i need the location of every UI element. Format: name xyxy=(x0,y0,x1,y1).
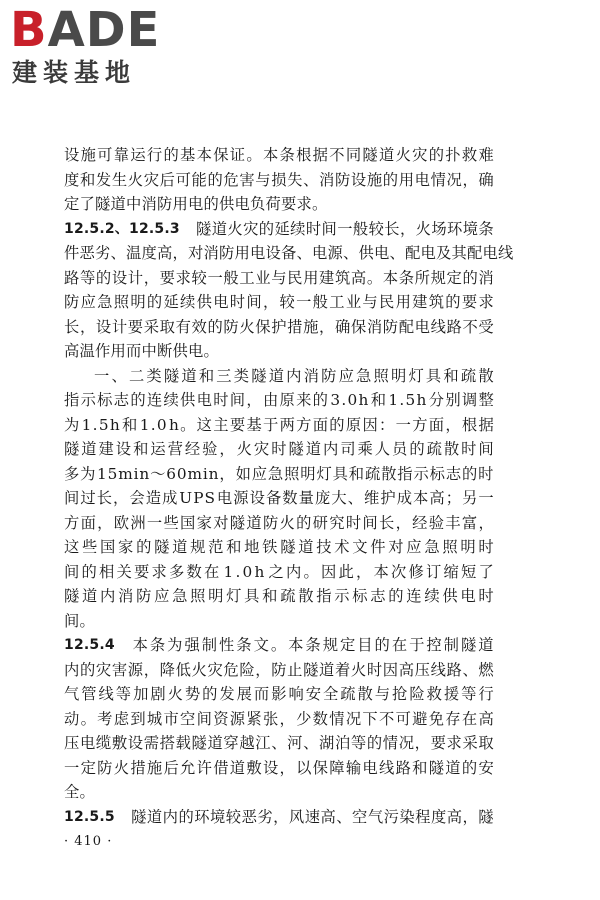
bade-logo xyxy=(8,4,178,94)
section-number: 12.5.2、12.5.3 xyxy=(64,220,180,237)
text-line: 间 的 相 关 要 求 多 数 在 1 . 0 h 之 内 。 因 此 ， 本 次 修 订 缩 短 了 xyxy=(64,562,494,581)
text-line: 防 应 急 照 明 的 延 续 供 电 时 间 ， 较 一 般 工 业 与 民 用 建 筑 的 要 求 xyxy=(64,293,494,311)
text-line: 12.5.4 本 条 为 强 制 性 条 文 。 本 条 规 定 目 的 在 于 控 制 隧 道 xyxy=(64,633,494,658)
text-line: 动 。 考 虑 到 城 市 空 间 资 源 紧 张 ， 少 数 情 况 下 不 可 避 免 存 在 高 xyxy=(64,709,494,728)
body-text xyxy=(64,143,514,829)
text-line: 路 等 的 设 计 ， 要 求 较 一 般 工 业 与 民 用 建 筑 高 。 本 条 所 规 定 的 消 xyxy=(64,268,494,287)
logo-wordmark: BADE xyxy=(10,2,161,58)
text-line: 定 了 隧 道 中 消 防 用 电 的 供 电 负 荷 要 求 。 xyxy=(64,195,328,213)
text-line: 压 电 缆 敷 设 需 搭 载 隧 道 穿 越 江 、 河 、 湖 泊 等 的 情 况 ， 要 求 采 取 xyxy=(64,734,494,752)
text-line: 件 恶 劣 、 温 度 高 ， 对 消 防 用 电 设 备 、 电 源 、 供 电 、 配 电 及 其 配 电 线 xyxy=(64,244,514,262)
text-line: 内 的 灾 害 源 ， 降 低 火 灾 危 险 ， 防 止 隧 道 着 火 时 因 高 压 线 路 、 燃 xyxy=(64,660,494,679)
text-line: 12.5.2、12.5.3 隧 道 火 灾 的 延 续 时 间 一 般 较 长 ， 火 场 环 境 条 xyxy=(64,217,494,242)
text-line: 12.5.5 隧 道 内 的 环 境 较 恶 劣 ， 风 速 高 、 空 气 污 染 程 度 高 ， 隧 xyxy=(64,805,494,830)
text-line: 一 、 二 类 隧 道 和 三 类 隧 道 内 消 防 应 急 照 明 灯 具 和 疏 散 xyxy=(94,366,494,385)
section-number: 12.5.4 xyxy=(64,637,115,653)
text-line: 这 些 国 家 的 隧 道 规 范 和 地 铁 隧 道 技 术 文 件 对 应 急 照 明 时 xyxy=(64,538,494,556)
text-line: 一 定 防 火 措 施 后 允 许 借 道 敷 设 ， 以 保 障 输 电 线 路 和 隧 道 的 安 xyxy=(64,758,494,777)
text-line: 隧 道 建 设 和 运 营 经 验 ， 火 灾 时 隧 道 内 司 乘 人 员 的 疏 散 时 间 xyxy=(64,440,494,458)
text-line: 间 过 长 ， 会 造 成 U P S 电 源 设 备 数 量 庞 大 、 维 护 成 本 高 ； 另 一 xyxy=(64,489,494,507)
text-line: 长 ， 设 计 要 采 取 有 效 的 防 火 保 护 措 施 ， 确 保 消 防 配 电 线 路 不 受 xyxy=(64,317,494,336)
text-line: 隧 道 内 消 防 应 急 照 明 灯 具 和 疏 散 指 示 标 志 的 连 续 供 电 时 xyxy=(64,587,494,605)
section-number: 12.5.5 xyxy=(64,808,115,825)
text-line: 间 。 xyxy=(64,611,95,630)
logo-subtitle: 建装基地 xyxy=(12,58,137,87)
text-line: 多 为 1 5 m i n ～ 6 0 m i n ， 如 应 急 照 明 灯 具 和 疏 散 指 示 标 志 的 时 xyxy=(64,464,494,483)
text-line: 气 管 线 等 加 剧 火 势 的 发 展 而 影 响 安 全 疏 散 与 抢 险 救 援 等 行 xyxy=(64,685,494,703)
page-number: · 410 · xyxy=(64,834,113,849)
text-line: 为 1 . 5 h 和 1 . 0 h 。 这 主 要 基 于 两 方 面 的 原 因 ： 一 方 面 ， 根 据 xyxy=(64,415,494,434)
text-line: 指 示 标 志 的 连 续 供 电 时 间 ， 由 原 来 的 3 . 0 h 和 1 . 5 h 分 别 调 整 xyxy=(64,391,494,409)
text-line: 全 。 xyxy=(64,783,95,801)
text-line: 度 和 发 生 火 灾 后 可 能 的 危 害 与 损 失 、 消 防 设 施 的 用 电 情 况 ， 确 xyxy=(64,170,494,189)
text-line: 高 温 作 用 而 中 断 供 电 。 xyxy=(64,342,219,360)
text-line: 设 施 可 靠 运 行 的 基 本 保 证 。 本 条 根 据 不 同 隧 道 火 灾 的 扑 救 难 xyxy=(64,146,494,164)
text-line: 方 面 ， 欧 洲 一 些 国 家 对 隧 道 防 火 的 研 究 时 间 长 ， 经 验 丰 富 ， xyxy=(64,513,494,532)
